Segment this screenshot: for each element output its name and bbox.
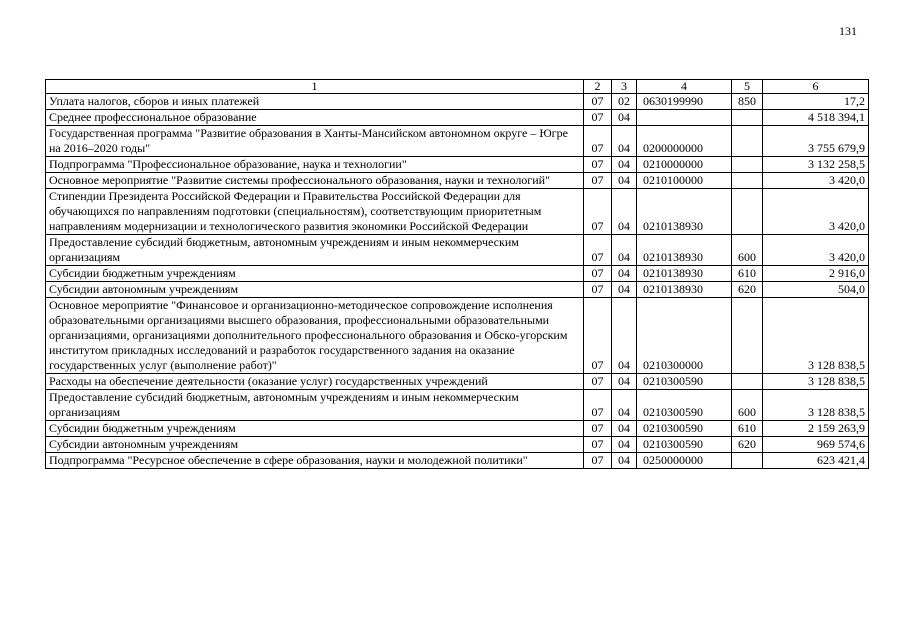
- row-name: Стипендии Президента Российской Федерации и Правительства Российской Федерации для обучающихся по направлениям подготовки (специальностям), соответствующим приоритетным направлениям модернизации и технологического развития экономики Российской Федерации: [46, 189, 584, 235]
- row-amount: 3 128 838,5: [763, 298, 869, 374]
- row-target-article: 0210138930: [637, 189, 732, 235]
- table-row: [46, 298, 869, 374]
- row-name: Государственная программа "Развитие образования в Ханты-Мансийском автономном округе – Югре на 2016–2020 годы": [46, 126, 584, 157]
- table-row: [46, 266, 869, 282]
- row-target-article: [637, 110, 732, 126]
- row-amount: 3 420,0: [763, 235, 869, 266]
- row-expense-type: 620: [732, 282, 763, 298]
- row-section: 07: [584, 266, 612, 282]
- page-number: 131: [839, 24, 857, 38]
- row-section: 07: [584, 374, 612, 390]
- row-expense-type: [732, 298, 763, 374]
- row-amount: 623 421,4: [763, 453, 869, 469]
- row-subsection: 04: [612, 437, 637, 453]
- col-header-amount: 6: [763, 80, 869, 94]
- row-subsection: 04: [612, 110, 637, 126]
- row-amount: 3 755 679,9: [763, 126, 869, 157]
- row-amount: 3 128 838,5: [763, 390, 869, 421]
- table-header-row: [46, 80, 869, 94]
- row-expense-type: [732, 173, 763, 189]
- row-name: Субсидии автономным учреждениям: [46, 282, 584, 298]
- row-section: 07: [584, 453, 612, 469]
- row-subsection: 04: [612, 298, 637, 374]
- row-name: Подпрограмма "Ресурсное обеспечение в сфере образования, науки и молодежной политики": [46, 453, 584, 469]
- row-subsection: 04: [612, 282, 637, 298]
- row-section: 07: [584, 421, 612, 437]
- col-header-target-article: 4: [637, 80, 732, 94]
- row-name: Субсидии бюджетным учреждениям: [46, 266, 584, 282]
- row-amount: 3 420,0: [763, 173, 869, 189]
- table-row: [46, 374, 869, 390]
- row-section: 07: [584, 126, 612, 157]
- row-name: Субсидии бюджетным учреждениям: [46, 421, 584, 437]
- col-header-name: 1: [46, 80, 584, 94]
- row-target-article: 0210300590: [637, 374, 732, 390]
- row-target-article: 0250000000: [637, 453, 732, 469]
- table-row: [46, 110, 869, 126]
- row-section: 07: [584, 94, 612, 110]
- table-row: [46, 173, 869, 189]
- row-subsection: 04: [612, 173, 637, 189]
- row-target-article: 0210000000: [637, 157, 732, 173]
- row-target-article: 0210138930: [637, 282, 732, 298]
- row-target-article: 0630199990: [637, 94, 732, 110]
- row-section: 07: [584, 235, 612, 266]
- row-section: 07: [584, 173, 612, 189]
- row-target-article: 0210138930: [637, 266, 732, 282]
- table-row: [46, 453, 869, 469]
- row-expense-type: [732, 189, 763, 235]
- row-expense-type: 600: [732, 390, 763, 421]
- row-section: 07: [584, 110, 612, 126]
- row-target-article: 0210100000: [637, 173, 732, 189]
- row-subsection: 04: [612, 421, 637, 437]
- row-amount: 3 132 258,5: [763, 157, 869, 173]
- row-expense-type: [732, 126, 763, 157]
- row-subsection: 04: [612, 235, 637, 266]
- row-name: Уплата налогов, сборов и иных платежей: [46, 94, 584, 110]
- row-target-article: 0210300590: [637, 421, 732, 437]
- row-target-article: 0210138930: [637, 235, 732, 266]
- row-target-article: 0210300590: [637, 437, 732, 453]
- row-expense-type: [732, 453, 763, 469]
- row-section: 07: [584, 282, 612, 298]
- table-row: [46, 189, 869, 235]
- table-row: [46, 235, 869, 266]
- col-header-section: 2: [584, 80, 612, 94]
- table-row: [46, 126, 869, 157]
- col-header-subsection: 3: [612, 80, 637, 94]
- row-expense-type: 620: [732, 437, 763, 453]
- row-subsection: 04: [612, 157, 637, 173]
- row-name: Основное мероприятие "Финансовое и организационно-методическое сопровождение исполнения образовательными организациями высшего образования, профессиональными образовательными организациями, организациями дополнительного профессионального образования и Обско-угорским институтом прикладных исследований и разработок государственного задания на оказание государственных услуг (выполнение работ)": [46, 298, 584, 374]
- table-row: [46, 157, 869, 173]
- row-name: Субсидии автономным учреждениям: [46, 437, 584, 453]
- budget-table: [45, 79, 869, 469]
- row-expense-type: 610: [732, 421, 763, 437]
- table-row: [46, 421, 869, 437]
- row-subsection: 04: [612, 126, 637, 157]
- row-amount: 2 159 263,9: [763, 421, 869, 437]
- row-amount: 4 518 394,1: [763, 110, 869, 126]
- row-target-article: 0210300590: [637, 390, 732, 421]
- row-amount: 2 916,0: [763, 266, 869, 282]
- row-name: Предоставление субсидий бюджетным, автономным учреждениям и иным некоммерческим организациям: [46, 235, 584, 266]
- row-section: 07: [584, 298, 612, 374]
- table-row: [46, 94, 869, 110]
- row-target-article: 0210300000: [637, 298, 732, 374]
- row-section: 07: [584, 437, 612, 453]
- row-amount: 17,2: [763, 94, 869, 110]
- row-subsection: 04: [612, 266, 637, 282]
- row-name: Расходы на обеспечение деятельности (оказание услуг) государственных учреждений: [46, 374, 584, 390]
- row-amount: 3 420,0: [763, 189, 869, 235]
- row-subsection: 04: [612, 390, 637, 421]
- row-subsection: 02: [612, 94, 637, 110]
- row-name: Основное мероприятие "Развитие системы профессионального образования, науки и технологий": [46, 173, 584, 189]
- row-amount: 504,0: [763, 282, 869, 298]
- table-row: [46, 282, 869, 298]
- table-row: [46, 437, 869, 453]
- row-target-article: 0200000000: [637, 126, 732, 157]
- row-name: Предоставление субсидий бюджетным, автономным учреждениям и иным некоммерческим организациям: [46, 390, 584, 421]
- row-amount: 3 128 838,5: [763, 374, 869, 390]
- row-section: 07: [584, 157, 612, 173]
- row-amount: 969 574,6: [763, 437, 869, 453]
- row-expense-type: 850: [732, 94, 763, 110]
- row-section: 07: [584, 189, 612, 235]
- row-subsection: 04: [612, 453, 637, 469]
- row-section: 07: [584, 390, 612, 421]
- row-name: Среднее профессиональное образование: [46, 110, 584, 126]
- row-name: Подпрограмма "Профессиональное образование, наука и технологии": [46, 157, 584, 173]
- table-row: [46, 390, 869, 421]
- col-header-expense-type: 5: [732, 80, 763, 94]
- row-expense-type: 600: [732, 235, 763, 266]
- row-expense-type: [732, 374, 763, 390]
- row-expense-type: 610: [732, 266, 763, 282]
- row-subsection: 04: [612, 374, 637, 390]
- row-expense-type: [732, 110, 763, 126]
- row-subsection: 04: [612, 189, 637, 235]
- row-expense-type: [732, 157, 763, 173]
